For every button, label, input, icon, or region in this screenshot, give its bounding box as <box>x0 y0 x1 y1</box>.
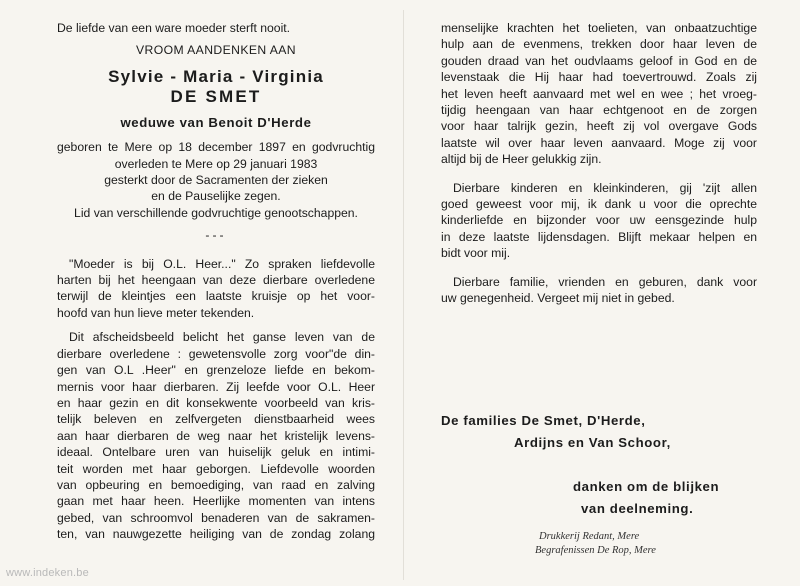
text-line: mernis voor haar dierbaren. Zij leefde voor O.L. Heer <box>57 379 375 394</box>
text-line: het leven heeft aanvaard met wel en wee ; het vroeg- <box>441 86 757 101</box>
paragraph-heer <box>57 256 375 322</box>
text-line: laatste wil over haar leven aanvaard. Moge zij voor <box>441 135 757 150</box>
life-dates <box>57 139 375 221</box>
deceased-surname: DE SMET <box>170 86 262 106</box>
text-line: levenstaak die Hij haar had toevertrouwd. Zoals zij <box>441 70 757 85</box>
text-line: voor haar talrijk gezin, heeft zij vol overgave Gods <box>441 119 757 134</box>
widow-of: weduwe van Benoit D'Herde <box>120 114 312 130</box>
text-line: telijk beleven en zelfvergeten dienstbaarheid wees <box>57 412 375 427</box>
watermark: www.indeken.be <box>6 567 89 579</box>
text-line: kinderliefde en bijzonder voor uw eensgezinde hulp <box>441 213 757 228</box>
blessing-line: en de Pauselijke zegen. <box>151 189 281 204</box>
death-line: overleden te Mere op 29 januari 1983 <box>114 156 318 171</box>
text-line: Dierbare kinderen en kleinkinderen, gij 'zijt allen <box>453 180 757 195</box>
text-line: aan haar dierbaren de weg naar het kristelijk levens- <box>57 428 375 443</box>
text-line: hoofd van hun lieve meter tekenden. <box>57 305 255 320</box>
text-line: gaan met haar heen. Heerlijke momenten van intens <box>57 494 375 509</box>
text-line: in deze laatste lijdensdagen. Blijft mekaar helpen en <box>441 229 757 244</box>
text-line: "Moeder is bij O.L. Heer..." Zo spraken liefdevolle <box>69 256 375 271</box>
families-line: Ardijns en Van Schoor, <box>514 435 671 450</box>
text-line: Dit afscheidsbeeld belicht het ganse leven van de <box>69 330 375 345</box>
text-line: tijdig heengaan van haar echtgenoot en de zorgen <box>441 103 757 118</box>
left-page <box>57 20 375 551</box>
paragraph-krachten <box>441 20 757 168</box>
thanks-line: van deelneming. <box>581 501 694 516</box>
text-line: van opbeuring en bemoediging, van raad en zalving <box>57 477 375 492</box>
paragraph-familie <box>441 274 757 307</box>
printer-line: Drukkerij Redant, Mere <box>539 531 640 542</box>
right-page <box>441 20 757 315</box>
text-line: menselijke krachten het toelieten, van onbaatzuchtige <box>441 21 757 35</box>
text-line: gen van O.L .Heer" en grenzeloze liefde en bekom- <box>57 363 375 378</box>
text-line: bidt voor mij. <box>441 246 511 261</box>
text-line: ten, van nauwgezette heiliging van de zondag zolang <box>57 527 375 542</box>
text-line: hulp aan de evenmens, trekken door haar leven de <box>441 37 757 52</box>
paragraph-afscheidsbeeld <box>57 329 375 542</box>
text-line: gouden draad van het oudvlaams geloof in God en de <box>441 53 757 68</box>
sacraments-line: gesterkt door de Sacramenten der zieken <box>104 173 328 188</box>
text-line: gebed, van schroomvol benaderen van de sakramen- <box>57 510 375 525</box>
text-line: en haar gezin en dit konsekwente voorbeeld van kris- <box>57 395 375 410</box>
text-line: terwijl de kleintjes een laatste kruisje op het voor- <box>57 289 375 304</box>
paragraph-kinderen <box>441 180 757 262</box>
text-line: goed geweest voor mij, ik dank u voor die oprechte <box>441 197 757 212</box>
deceased-name: Sylvie - Maria - Virginia <box>108 66 324 86</box>
text-line: teit worden met haar geborgen. Liefdevolle woorden <box>57 461 375 476</box>
text-line: dierbare overledene : gewetensvolle zorg voor"de din- <box>57 346 375 361</box>
text-line: harten bij het heengaan van deze dierbare overledene <box>57 273 375 288</box>
thanks-line: danken om de blijken <box>573 479 720 494</box>
text-line: Dierbare familie, vrienden en geburen, dank voor <box>453 274 757 289</box>
opening-quote: De liefde van een ware moeder sterft nooit. <box>57 21 291 35</box>
families-line: De families De Smet, D'Herde, <box>441 413 646 428</box>
printer-credits <box>535 530 765 558</box>
undertaker-line: Begrafenissen De Rop, Mere <box>535 545 656 556</box>
fold-line <box>403 10 404 580</box>
text-line: altijd bij de Heer gelukkig zijn. <box>441 152 602 167</box>
birth-line: geboren te Mere op 18 december 1897 en godvruchtig <box>57 140 375 155</box>
memorial-intro: VROOM AANDENKEN AAN <box>136 43 296 58</box>
text-line: ideaal. Ontelbare uren van huiselijk geluk en intimi- <box>57 445 375 460</box>
text-line: uw genegenheid. Vergeet mij niet in gebed. <box>441 291 675 306</box>
family-thanks <box>441 410 771 520</box>
separator: --- <box>205 228 227 243</box>
membership-line: Lid van verschillende godvruchtige genootschappen. <box>74 205 358 220</box>
